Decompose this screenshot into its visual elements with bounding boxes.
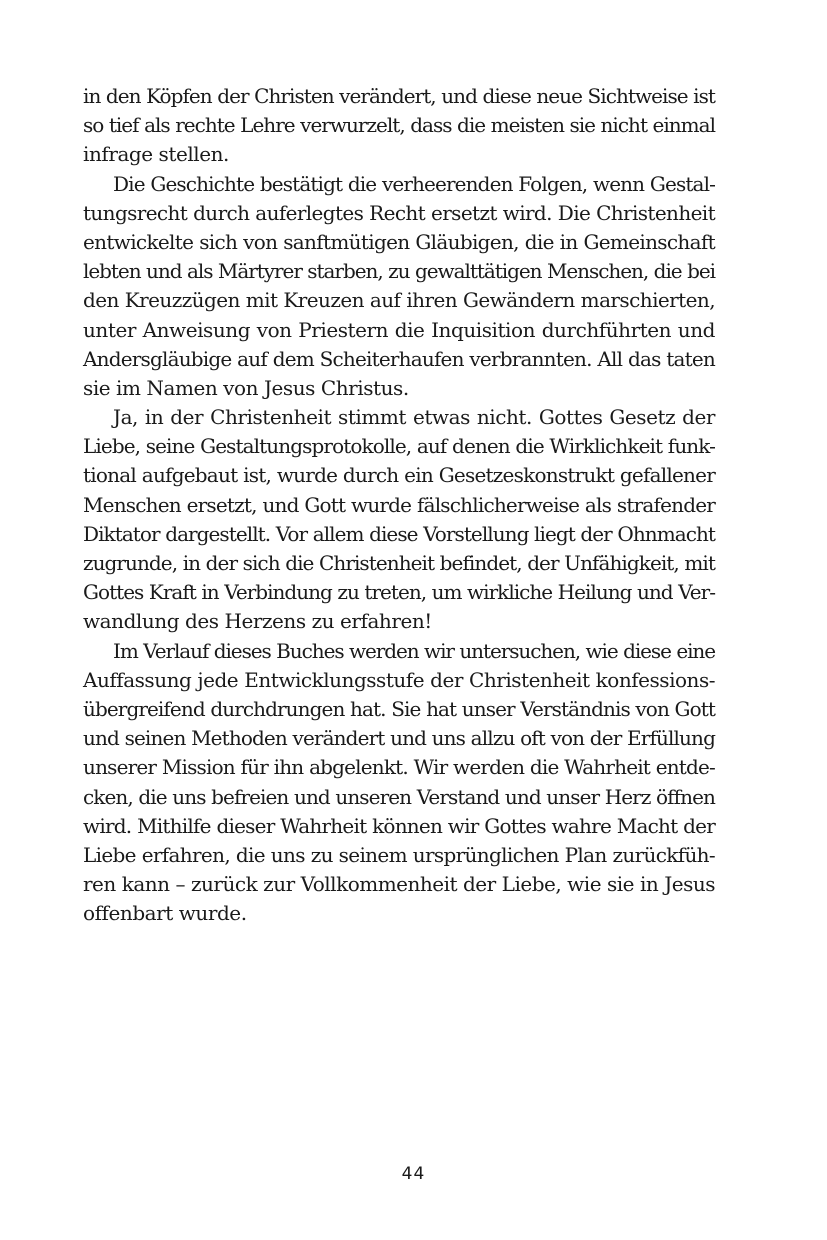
text-line: Menschen ersetzt, und Gott wurde fälschlicherweise als strafender (83, 492, 715, 517)
text-line: Andersgläubige auf dem Scheiterhaufen verbrannten. All das taten (83, 346, 715, 371)
text-line: infrage stellen. (83, 142, 229, 167)
page-number: 44 (401, 1164, 426, 1184)
text-line: Gottes Kraft in Verbindung zu treten, um wirkliche Heilung und Ver- (83, 580, 715, 605)
text-line: Ja, in der Christenheit stimmt etwas nicht. Gottes Gesetz der (113, 405, 715, 430)
text-line: tional aufgebaut ist, wurde durch ein Gesetzeskonstrukt gefallener (83, 463, 715, 488)
text-line: den Kreuzzügen mit Kreuzen auf ihren Gewändern marschierten, (83, 288, 715, 313)
text-line: Liebe erfahren, die uns zu seinem ursprünglichen Plan zurückfüh- (83, 842, 715, 867)
text-line: Die Geschichte bestätigt die verheerenden Folgen, wenn Gestal- (113, 171, 715, 196)
text-line: offenbart wurde. (83, 901, 247, 926)
text-line: unserer Mission für ihn abgelenkt. Wir werden die Wahrheit entde- (83, 755, 715, 780)
text-line: Liebe, seine Gestaltungsprotokolle, auf denen die Wirklichkeit funk- (83, 434, 715, 459)
text-line: wird. Mithilfe dieser Wahrheit können wir Gottes wahre Macht der (83, 813, 715, 838)
body-text (83, 82, 715, 928)
text-line: cken, die uns befreien und unseren Verstand und unser Herz öffnen (83, 784, 715, 809)
text-line: wandlung des Herzens zu erfahren! (83, 609, 432, 634)
text-line: lebten und als Märtyrer starben, zu gewalttätigen Menschen, die bei (83, 259, 715, 284)
text-line: sie im Namen von Jesus Christus. (83, 375, 409, 400)
text-line: entwickelte sich von sanftmütigen Gläubigen, die in Gemeinschaft (83, 229, 715, 254)
text-line: in den Köpfen der Christen verändert, und diese neue Sichtweise ist (83, 84, 715, 108)
text-line: tungsrecht durch auferlegtes Recht ersetzt wird. Die Christenheit (83, 200, 715, 225)
text-line: und seinen Methoden verändert und uns allzu oft von der Erfüllung (83, 726, 715, 751)
text-line: ren kann – zurück zur Vollkommenheit der Liebe, wie sie in Jesus (83, 872, 715, 897)
text-line: Im Verlauf dieses Buches werden wir untersuchen, wie diese eine (113, 638, 715, 663)
text-line: Auffassung jede Entwicklungsstufe der Christenheit konfessions- (83, 667, 715, 692)
text-line: zugrunde, in der sich die Christenheit befindet, der Unfähigkeit, mit (83, 551, 715, 575)
text-line: übergreifend durchdrungen hat. Sie hat unser Verständnis von Gott (83, 696, 715, 721)
text-line: Diktator dargestellt. Vor allem diese Vorstellung liegt der Ohnmacht (83, 521, 715, 546)
text-line: so tief als rechte Lehre verwurzelt, dass die meisten sie nicht einmal (83, 113, 715, 138)
text-line: unter Anweisung von Priestern die Inquisition durchführten und (83, 317, 715, 342)
